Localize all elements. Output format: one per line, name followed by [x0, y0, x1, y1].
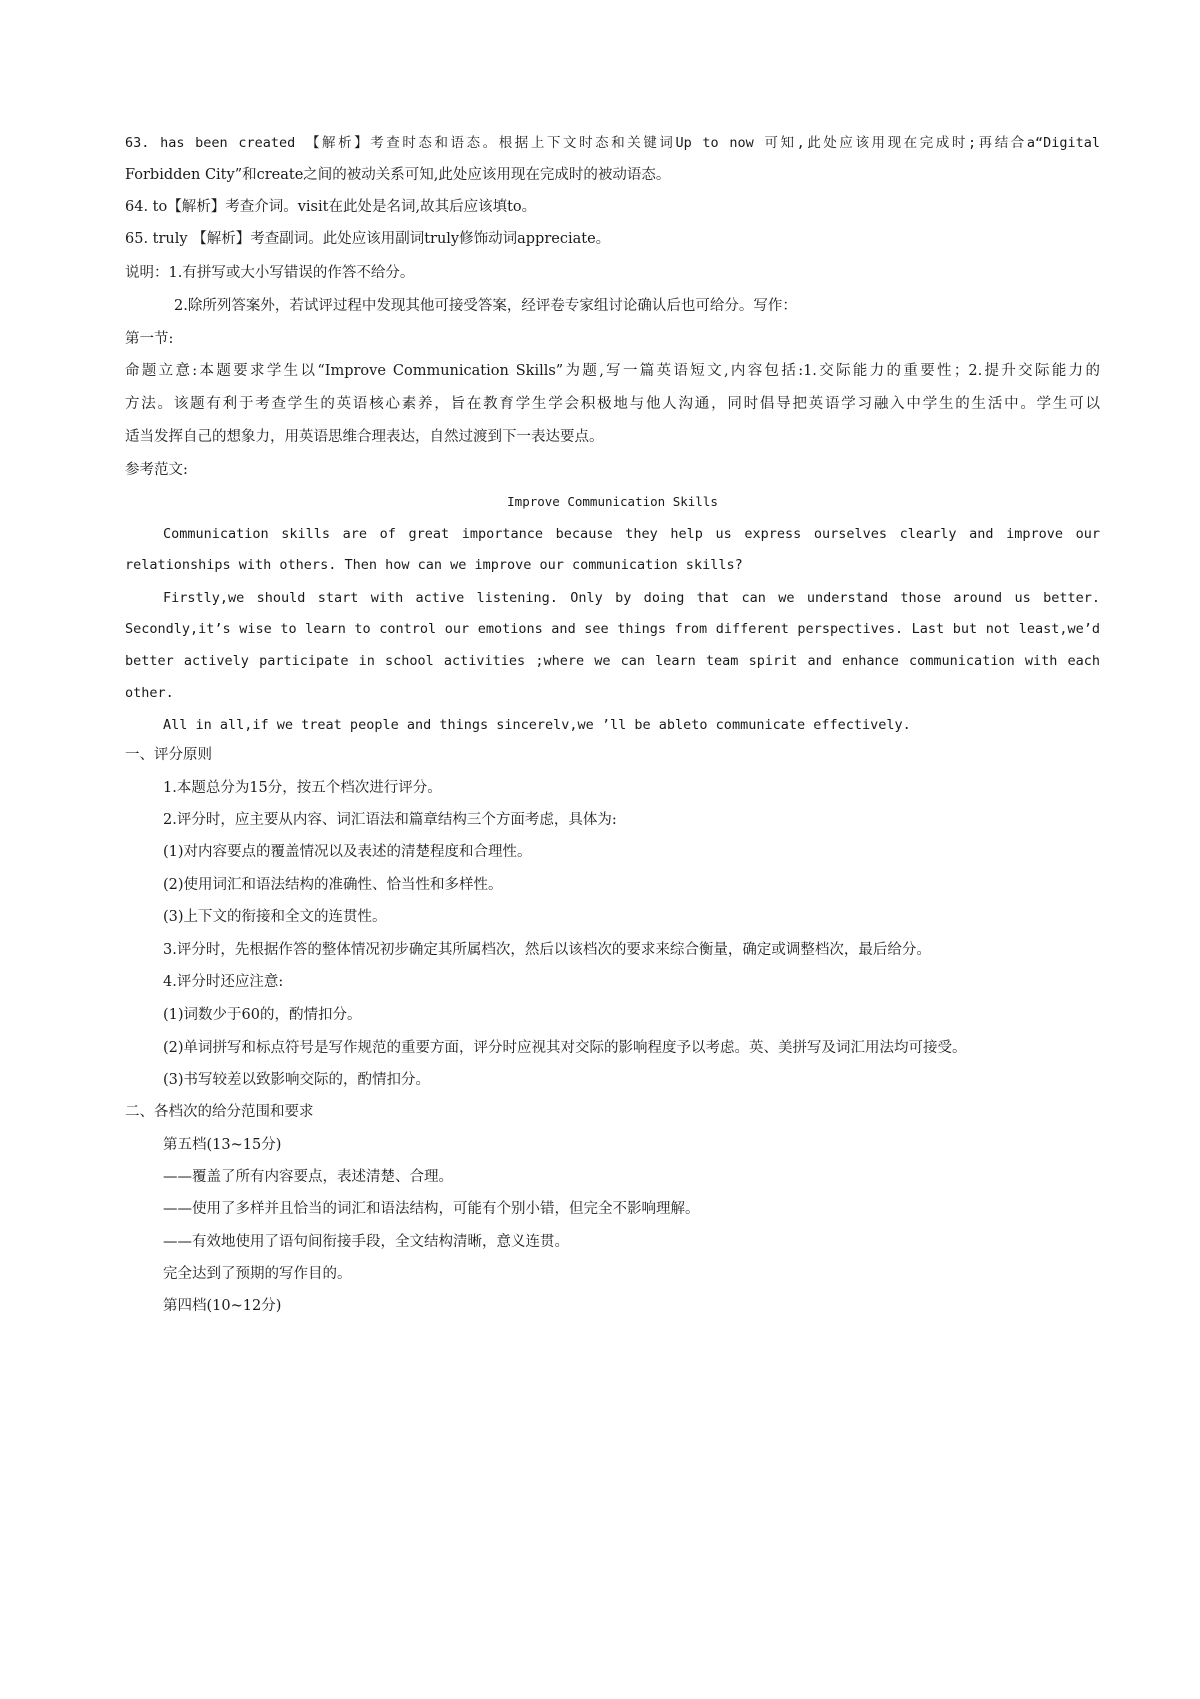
- essay-p2-line4: other.: [125, 685, 174, 701]
- essay-p2-line2: Secondly,it’s wise to learn to control our emotions and see things from different perspectives. Last but not least,we’d: [125, 621, 1100, 637]
- section-1-heading: 第一节:: [125, 331, 174, 347]
- rule-2b: (2)使用词汇和语法结构的准确性、恰当性和多样性。: [163, 877, 503, 893]
- essay-p1-line1: Communication skills are of great importance because they help us express ourselves clearly and improve our: [163, 526, 1100, 542]
- rule-3: 3.评分时，先根据作答的整体情况初步确定其所属档次，然后以该档次的要求来综合衡量，确定或调整档次，最后给分。: [163, 942, 931, 958]
- answer-63-line2: Forbidden City”和create之间的被动关系可知,此处应该用现在完成时的被动语态。: [125, 167, 671, 183]
- rule-2a: (1)对内容要点的覆盖情况以及表述的清楚程度和合理性。: [163, 844, 532, 860]
- answer-63-line1: 63. has been created 【解析】考查时态和语态。根据上下文时态和关键词Up to now 可知,此处应该用现在完成时;再结合a“Digital: [125, 135, 1100, 151]
- intent-line-2: 方法。该题有利于考查学生的英语核心素养，旨在教育学生学会积极地与他人沟通，同时倡导把英语学习融入中学生的生活中。学生可以: [125, 396, 1100, 412]
- essay-p2-line3: better actively participate in school activities ;where we can learn team spirit and enhance communication with each: [125, 653, 1100, 669]
- scoring-heading-1: 一、评分原则: [125, 747, 212, 763]
- scoring-heading-2: 二、各档次的给分范围和要求: [125, 1104, 314, 1120]
- rule-2: 2.评分时，应主要从内容、词汇语法和篇章结构三个方面考虑，具体为:: [163, 812, 617, 828]
- essay-p1-line2: relationships with others. Then how can we improve our communication skills?: [125, 557, 743, 573]
- band-5-item-c: ——有效地使用了语句间衔接手段，全文结构清晰，意义连贯。: [163, 1234, 569, 1250]
- essay-title: Improve Communication Skills: [507, 494, 718, 509]
- rule-4c: (3)书写较差以致影响交际的，酌情扣分。: [163, 1072, 431, 1088]
- rule-4: 4.评分时还应注意:: [163, 974, 284, 990]
- band-5-item-a: ——覆盖了所有内容要点，表述清楚、合理。: [163, 1169, 453, 1185]
- answer-64: 64. to【解析】考查介词。visit在此处是名词,故其后应该填to。: [125, 199, 537, 215]
- band-5-heading: 第五档(13~15分): [163, 1137, 282, 1153]
- intent-line-1: 命题立意:本题要求学生以“Improve Communication Skills”为题,写一篇英语短文,内容包括:1.交际能力的重要性；2.提升交际能力的: [125, 363, 1100, 379]
- note-2: 2.除所列答案外，若试评过程中发现其他可接受答案，经评卷专家组讨论确认后也可给分。写作：: [174, 298, 797, 314]
- band-4-heading: 第四档(10~12分): [163, 1298, 282, 1314]
- intent-line-3: 适当发挥自己的想象力，用英语思维合理表达，自然过渡到下一表达要点。: [125, 429, 604, 445]
- rule-4a: (1)词数少于60的，酌情扣分。: [163, 1007, 362, 1023]
- sample-essay-label: 参考范文:: [125, 462, 188, 478]
- rule-1: 1.本题总分为15分，按五个档次进行评分。: [163, 780, 442, 796]
- rule-4b: (2)单词拼写和标点符号是写作规范的重要方面，评分时应视其对交际的影响程度予以考虑。英、美拼写及词汇用法均可接受。: [163, 1040, 967, 1056]
- essay-p2-line1: Firstly,we should start with active listening. Only by doing that can we understand those around us better.: [163, 590, 1100, 606]
- answer-65: 65. truly 【解析】考查副词。此处应该用副词truly修饰动词appreciate。: [125, 231, 611, 247]
- rule-2c: (3)上下文的衔接和全文的连贯性。: [163, 909, 387, 925]
- essay-p3-line1: All in all,if we treat people and things sincerelv,we ’ll be ableto communicate effectively.: [163, 717, 911, 733]
- note-1: 说明：1.有拼写或大小写错误的作答不给分。: [125, 265, 415, 281]
- band-5-item-d: 完全达到了预期的写作目的。: [163, 1266, 352, 1282]
- band-5-item-b: ——使用了多样并且恰当的词汇和语法结构，可能有个别小错，但完全不影响理解。: [163, 1201, 700, 1217]
